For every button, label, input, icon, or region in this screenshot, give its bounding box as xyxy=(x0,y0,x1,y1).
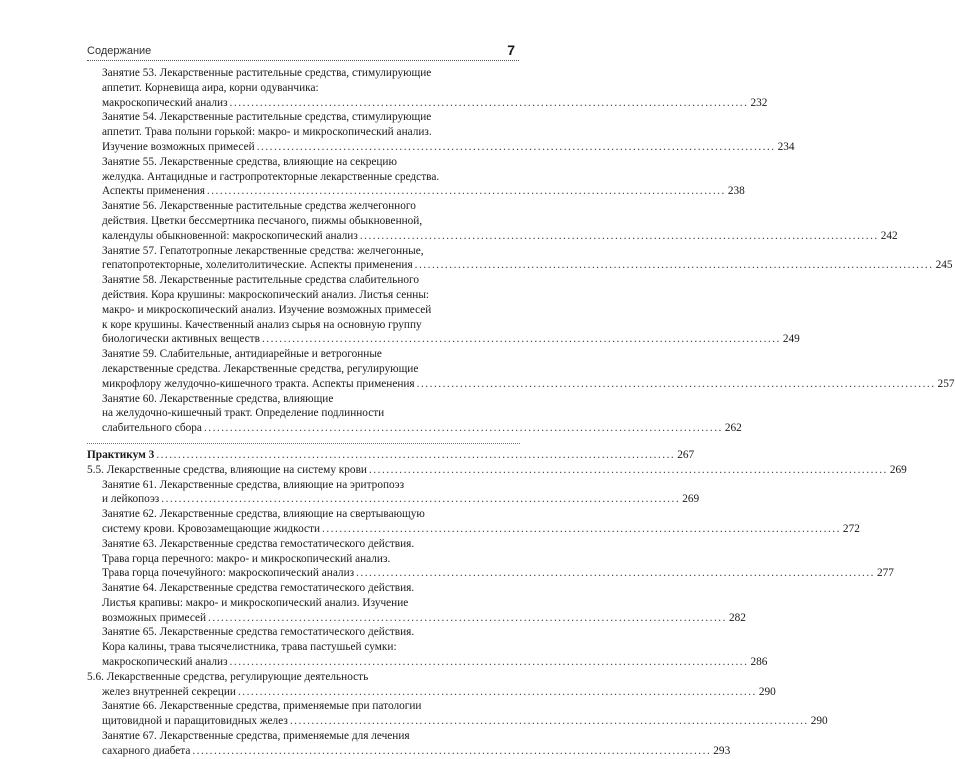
toc-entry-line: Трава горца почечуйного: макроскопический анализ xyxy=(102,567,355,580)
dot-leader: ........................................................................................................................ xyxy=(208,611,727,624)
toc-entry-line: Занятие 66. Лекарственные средства, применяемые при патологии xyxy=(102,700,422,713)
dot-leader: ........................................................................................................................ xyxy=(161,493,681,506)
toc-page-number: 286 xyxy=(750,656,768,669)
toc-entry[interactable] xyxy=(87,448,695,463)
toc-entry-line: и лейкопоэз xyxy=(102,493,160,506)
dot-leader: ........................................................................................................................ xyxy=(229,656,749,669)
toc-entry[interactable] xyxy=(87,347,955,391)
dot-leader: ........................................................................................................................ xyxy=(322,522,841,535)
toc-entry-line: Занятие 53. Лекарственные растительные средства, стимулирующие xyxy=(102,67,432,79)
toc-entry-line: систему крови. Кровозамещающие жидкости xyxy=(102,522,321,535)
toc-entry[interactable] xyxy=(87,244,953,274)
toc-entry[interactable] xyxy=(87,699,828,729)
toc-page-number: 272 xyxy=(842,522,860,535)
dot-leader: ........................................................................................................................ xyxy=(356,567,875,580)
table-of-contents xyxy=(87,66,955,759)
toc-entry[interactable] xyxy=(87,625,768,669)
toc-page-number: 249 xyxy=(782,333,800,346)
toc-entry-line: микрофлору желудочно-кишечного тракта. Аспекты применения xyxy=(102,377,415,390)
toc-entry-line: макро- и микроскопический анализ. Изучение возможных примесей xyxy=(102,303,432,316)
page-header xyxy=(87,43,519,61)
toc-entry-line: Кора калины, трава тысячелистника, трава пастушьей сумки: xyxy=(102,641,397,654)
toc-entry-line: аппетит. Трава полыни горькой: макро- и микроскопический анализ. xyxy=(102,126,432,139)
toc-entry-line: Занятие 55. Лекарственные средства, влияющие на секрецию xyxy=(102,155,397,168)
toc-entry-line: на желудочно-кишечный тракт. Определение подлинности xyxy=(102,407,385,420)
toc-entry-line: 5.6. Лекарственные средства, регулирующие деятельность xyxy=(87,670,369,683)
header-rule xyxy=(87,60,519,61)
header-title: Содержание xyxy=(87,45,152,57)
section-divider xyxy=(87,436,520,444)
toc-entry-line: Аспекты применения xyxy=(102,185,205,198)
dot-leader: ........................................................................................................................ xyxy=(156,448,676,461)
toc-entry[interactable] xyxy=(87,581,746,625)
toc-page-number: 242 xyxy=(880,229,898,242)
dot-leader: ........................................................................................................................ xyxy=(229,96,749,109)
toc-entry-line: Занятие 62. Лекарственные средства, влияющие на свертывающую xyxy=(102,508,425,521)
toc-entry-line: желудка. Антацидные и гастропротекторные лекарственные средства. xyxy=(102,170,440,183)
dot-leader: ........................................................................................................................ xyxy=(261,333,781,346)
dot-leader: ........................................................................................................................ xyxy=(414,259,934,272)
toc-entry-line: Занятие 64. Лекарственные средства гемостатического действия. xyxy=(102,582,415,595)
dot-leader: ........................................................................................................................ xyxy=(416,377,936,390)
toc-entry[interactable] xyxy=(87,670,776,700)
dot-leader: ........................................................................................................................ xyxy=(203,422,723,435)
dot-leader: ........................................................................................................................ xyxy=(256,140,776,153)
toc-entry-line: Занятие 56. Лекарственные растительные средства желчегонного xyxy=(102,200,416,213)
toc-entry-line: желез внутренней секреции xyxy=(102,685,236,698)
toc-entry-line: биологически активных веществ xyxy=(102,333,260,346)
toc-entry[interactable] xyxy=(87,507,860,537)
toc-entry-line: Изучение возможных примесей xyxy=(102,140,255,153)
toc-entry-line: Трава горца перечного: макро- и микроскопический анализ. xyxy=(102,552,391,565)
toc-entry-line: Занятие 63. Лекарственные средства гемостатического действия. xyxy=(102,537,415,550)
toc-page-number: 269 xyxy=(682,493,700,506)
toc-entry[interactable] xyxy=(87,729,731,759)
toc-entry-line: Занятие 61. Лекарственные средства, влияющие на эритропоэз xyxy=(102,478,405,491)
toc-entry-line: щитовидной и паращитовидных желез xyxy=(102,715,288,728)
toc-entry[interactable] xyxy=(87,537,894,581)
toc-entry-line: Занятие 54. Лекарственные растительные средства, стимулирующие xyxy=(102,111,432,124)
toc-page-number: 269 xyxy=(889,463,907,476)
toc-entry-line: действия. Цветки бессмертника песчаного, пижмы обыкновенной, xyxy=(102,214,423,227)
toc-entry-line: сахарного диабета xyxy=(102,744,191,757)
dot-leader: ........................................................................................................................ xyxy=(368,463,888,476)
toc-page-number: 257 xyxy=(937,377,955,390)
toc-page-number: 238 xyxy=(727,185,745,198)
toc-entry[interactable] xyxy=(87,392,742,436)
toc-page-number: 293 xyxy=(713,744,731,757)
dot-leader: ........................................................................................................................ xyxy=(289,715,809,728)
toc-entry-line: возможных примесей xyxy=(102,611,207,624)
toc-entry-line: гепатопротекторные, холелитолитические. Аспекты применения xyxy=(102,259,413,272)
toc-entry-line: слабительного сбора xyxy=(102,422,202,435)
dot-leader: ........................................................................................................................ xyxy=(192,744,712,757)
toc-entry-line: лекарственные средства. Лекарственные средства, регулирующие xyxy=(102,362,419,375)
dot-leader: ........................................................................................................................ xyxy=(359,229,879,242)
toc-entry-line: макроскопический анализ xyxy=(102,96,228,109)
toc-entry[interactable] xyxy=(87,478,700,508)
toc-page-number: 234 xyxy=(777,140,795,153)
toc-entry[interactable] xyxy=(87,155,745,199)
toc-entry-line: Занятие 59. Слабительные, антидиарейные и ветрогонные xyxy=(102,348,382,361)
toc-entry-line: аппетит. Корневища аира, корни одуванчика: xyxy=(102,81,319,94)
toc-entry-line: Практикум 3 xyxy=(87,448,155,461)
toc-entry-line: к коре крушины. Качественный анализ сырья на основную группу xyxy=(102,318,422,331)
toc-page-number: 267 xyxy=(677,448,695,461)
toc-entry[interactable] xyxy=(87,66,768,110)
toc-page-number: 282 xyxy=(728,611,746,624)
toc-page-number: 277 xyxy=(876,567,894,580)
toc-entry[interactable] xyxy=(87,463,907,478)
toc-page-number: 245 xyxy=(935,259,953,272)
toc-page-number: 290 xyxy=(810,715,828,728)
toc-entry[interactable] xyxy=(87,273,800,347)
toc-entry-line: Занятие 58. Лекарственные растительные средства слабительного xyxy=(102,274,420,287)
toc-page-number: 262 xyxy=(724,422,742,435)
dot-leader: ........................................................................................................................ xyxy=(206,185,726,198)
toc-entry-line: Листья крапивы: макро- и микроскопический анализ. Изучение xyxy=(102,596,409,609)
toc-entry-line: календулы обыкновенной: макроскопический анализ xyxy=(102,229,358,242)
toc-entry-line: действия. Кора крушины: макроскопический анализ. Листья сенны: xyxy=(102,288,430,301)
toc-entry-line: 5.5. Лекарственные средства, влияющие на систему крови xyxy=(87,463,367,476)
toc-entry[interactable] xyxy=(87,199,898,243)
toc-page-number: 290 xyxy=(758,685,776,698)
toc-entry-line: Занятие 65. Лекарственные средства гемостатического действия. xyxy=(102,626,415,639)
header-page-number: 7 xyxy=(507,42,515,58)
toc-page-number: 232 xyxy=(750,96,768,109)
toc-entry-line: Занятие 60. Лекарственные средства, влияющие xyxy=(102,392,334,405)
dot-leader: ........................................................................................................................ xyxy=(237,685,757,698)
toc-entry-line: Занятие 67. Лекарственные средства, применяемые для лечения xyxy=(102,730,410,743)
toc-entry-line: макроскопический анализ xyxy=(102,656,228,669)
toc-entry[interactable] xyxy=(87,110,795,154)
toc-entry-line: Занятие 57. Гепатотропные лекарственные средства: желчегонные, xyxy=(102,244,424,257)
